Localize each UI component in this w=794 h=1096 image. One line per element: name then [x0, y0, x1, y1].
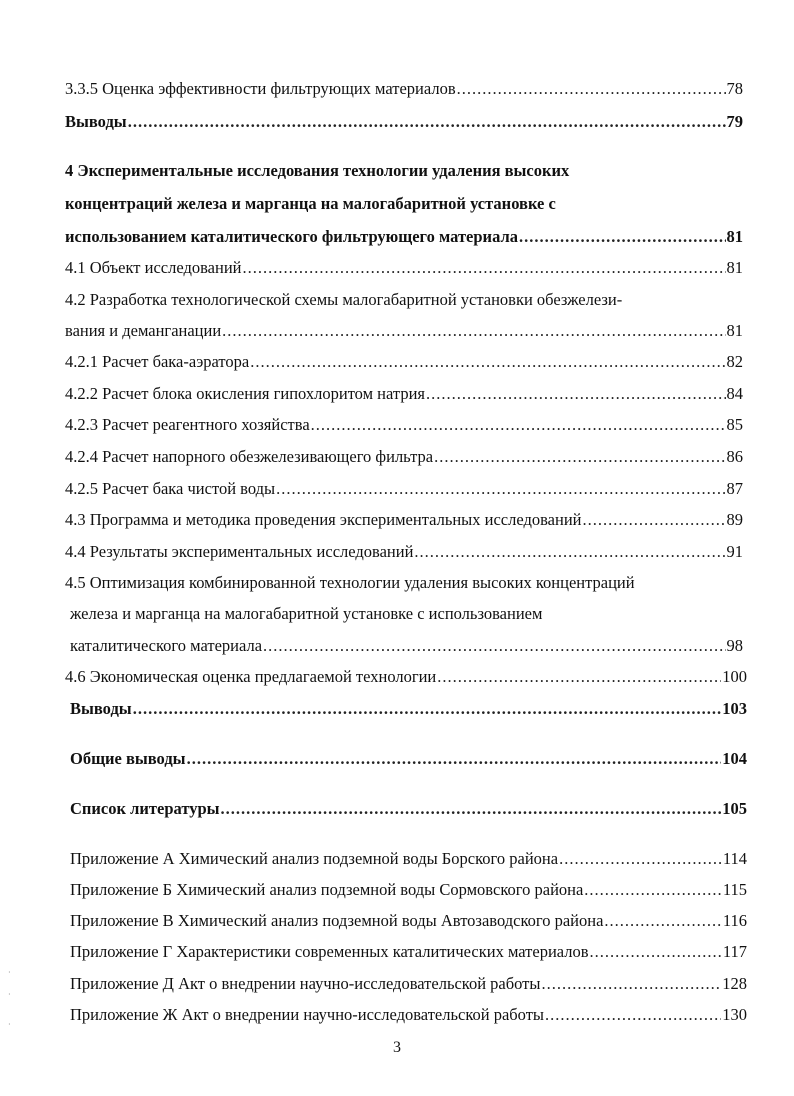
dot-leader — [243, 258, 726, 278]
toc-entry-title: 4.6 Экономическая оценка предлагаемой технологии — [65, 667, 437, 686]
toc-entry-page: 117 — [722, 942, 747, 961]
toc-entry-title: Список литературы — [70, 799, 220, 818]
toc-entry-references — [70, 799, 747, 819]
toc-entry-title: Приложение Б Химический анализ подземной воды Сормовского района — [70, 880, 584, 899]
dot-leader — [276, 479, 725, 499]
dot-leader — [519, 227, 726, 247]
toc-entry-page: 85 — [726, 415, 743, 434]
toc-entry-4-2 — [65, 321, 743, 341]
toc-entry-appendix-d — [70, 974, 747, 994]
dot-leader — [545, 1005, 721, 1025]
toc-entry-4-5-line-1: 4.5 Оптимизация комбинированной технологии удаления высоких концентраций — [65, 573, 635, 592]
toc-entry-page: 103 — [722, 699, 747, 718]
toc-entry-title: 4.3 Программа и методика проведения экспериментальных исследований — [65, 510, 582, 529]
toc-entry-page: 115 — [722, 880, 747, 899]
toc-entry-page: 78 — [726, 79, 743, 98]
dot-leader — [583, 510, 726, 530]
dot-leader — [133, 699, 722, 719]
dot-leader — [590, 942, 722, 962]
toc-entry-4-1 — [65, 258, 743, 278]
toc-entry-page: 104 — [722, 749, 747, 768]
toc-entry-page: 130 — [722, 1005, 747, 1024]
dot-leader — [434, 447, 725, 467]
toc-entry-page: 128 — [722, 974, 747, 993]
toc-entry-4-3 — [65, 510, 743, 530]
toc-entry-page: 114 — [722, 849, 747, 868]
dot-leader — [426, 384, 726, 404]
toc-entry-title: 4.4 Результаты экспериментальных исследований — [65, 542, 414, 561]
toc-entry-4-5-line-2: железа и марганца на малогабаритной установке с использованием — [70, 604, 543, 623]
dot-leader — [222, 321, 725, 341]
dot-leader — [187, 749, 722, 769]
scan-speck: · — [8, 1020, 11, 1029]
dot-leader — [311, 415, 726, 435]
toc-entry-4-2-3 — [65, 415, 743, 435]
toc-entry-title: Выводы — [65, 112, 127, 131]
toc-entry-page: 84 — [726, 384, 743, 403]
toc-entry-4-4 — [65, 542, 743, 562]
dot-leader — [559, 849, 722, 869]
toc-entry-title: Приложение Д Акт о внедрении научно-исследовательской работы — [70, 974, 541, 993]
toc-entry-page: 86 — [726, 447, 743, 466]
toc-entry-page: 89 — [726, 510, 743, 529]
scan-speck: · — [8, 990, 11, 999]
chapter-4-title-line-1: 4 Экспериментальные исследования технологии удаления высоких — [65, 161, 570, 180]
toc-entry-title: вания и деманганации — [65, 321, 222, 340]
toc-entry-chapter-4 — [65, 227, 743, 247]
toc-entry-page: 105 — [722, 799, 747, 818]
toc-entry-title: 4.2.4 Расчет напорного обезжелезивающего фильтра — [65, 447, 434, 466]
toc-entry-4-6 — [65, 667, 747, 687]
toc-entry-title: 4.2.2 Расчет блока окисления гипохлоритом натрия — [65, 384, 425, 403]
toc-entry-title: 4.1 Объект исследований — [65, 258, 242, 277]
toc-entry-title: каталитического материала — [70, 636, 263, 655]
toc-entry-appendix-v — [70, 911, 747, 931]
toc-entry-4-2-1 — [65, 352, 743, 372]
toc-entry-4-2-line-1: 4.2 Разработка технологической схемы малогабаритной установки обезжелези- — [65, 290, 623, 309]
toc-entry-title: Общие выводы — [70, 749, 186, 768]
toc-entry-page: 100 — [722, 667, 747, 686]
dot-leader — [604, 911, 721, 931]
toc-entry-title: Приложение В Химический анализ подземной воды Автозаводского района — [70, 911, 604, 930]
toc-entry-4-5 — [70, 636, 743, 656]
toc-entry-title: Приложение Г Характеристики современных каталитических материалов — [70, 942, 589, 961]
toc-entry-page: 81 — [726, 227, 743, 246]
toc-entry-conclusions-3 — [65, 112, 743, 132]
toc-entry-page: 87 — [726, 479, 743, 498]
dot-leader — [437, 667, 721, 687]
toc-entry-page: 79 — [726, 112, 743, 131]
toc-entry-page: 116 — [722, 911, 747, 930]
chapter-4-title-line-2: концентраций железа и марганца на малогабаритной установке с — [65, 194, 556, 213]
toc-entry-4-2-5 — [65, 479, 743, 499]
scan-speck: · — [8, 968, 11, 977]
dot-leader — [263, 636, 725, 656]
toc-entry-page: 81 — [726, 258, 743, 277]
toc-entry-title: 4.2.3 Расчет реагентного хозяйства — [65, 415, 310, 434]
toc-entry-conclusions-4 — [70, 699, 747, 719]
toc-entry-title: 4.2.5 Расчет бака чистой воды — [65, 479, 276, 498]
dot-leader — [221, 799, 722, 819]
dot-leader — [584, 880, 722, 900]
toc-entry-appendix-a — [70, 849, 747, 869]
toc-entry-4-2-2 — [65, 384, 743, 404]
toc-entry-title: 4.2.1 Расчет бака-аэратора — [65, 352, 250, 371]
dot-leader — [128, 112, 726, 132]
toc-entry-title: Приложение А Химический анализ подземной воды Борского района — [70, 849, 559, 868]
toc-entry-page: 98 — [726, 636, 743, 655]
toc-entry-general-conclusions — [70, 749, 747, 769]
dot-leader — [541, 974, 721, 994]
toc-entry-appendix-b — [70, 880, 747, 900]
toc-entry-title: Выводы — [70, 699, 132, 718]
toc-entry-3-3-5 — [65, 79, 743, 99]
toc-entry-title: использованием каталитического фильтрующего материала — [65, 227, 518, 246]
toc-entry-page: 82 — [726, 352, 743, 371]
toc-entry-title: Приложение Ж Акт о внедрении научно-исследовательской работы — [70, 1005, 544, 1024]
toc-entry-page: 81 — [726, 321, 743, 340]
toc-entry-appendix-g — [70, 942, 747, 962]
toc-entry-page: 91 — [726, 542, 743, 561]
toc-entry-title: 3.3.5 Оценка эффективности фильтрующих материалов — [65, 79, 456, 98]
dot-leader — [414, 542, 725, 562]
dot-leader — [457, 79, 726, 99]
dot-leader — [250, 352, 725, 372]
toc-entry-4-2-4 — [65, 447, 743, 467]
toc-entry-appendix-zh — [70, 1005, 747, 1025]
page-number: 3 — [393, 1039, 401, 1056]
